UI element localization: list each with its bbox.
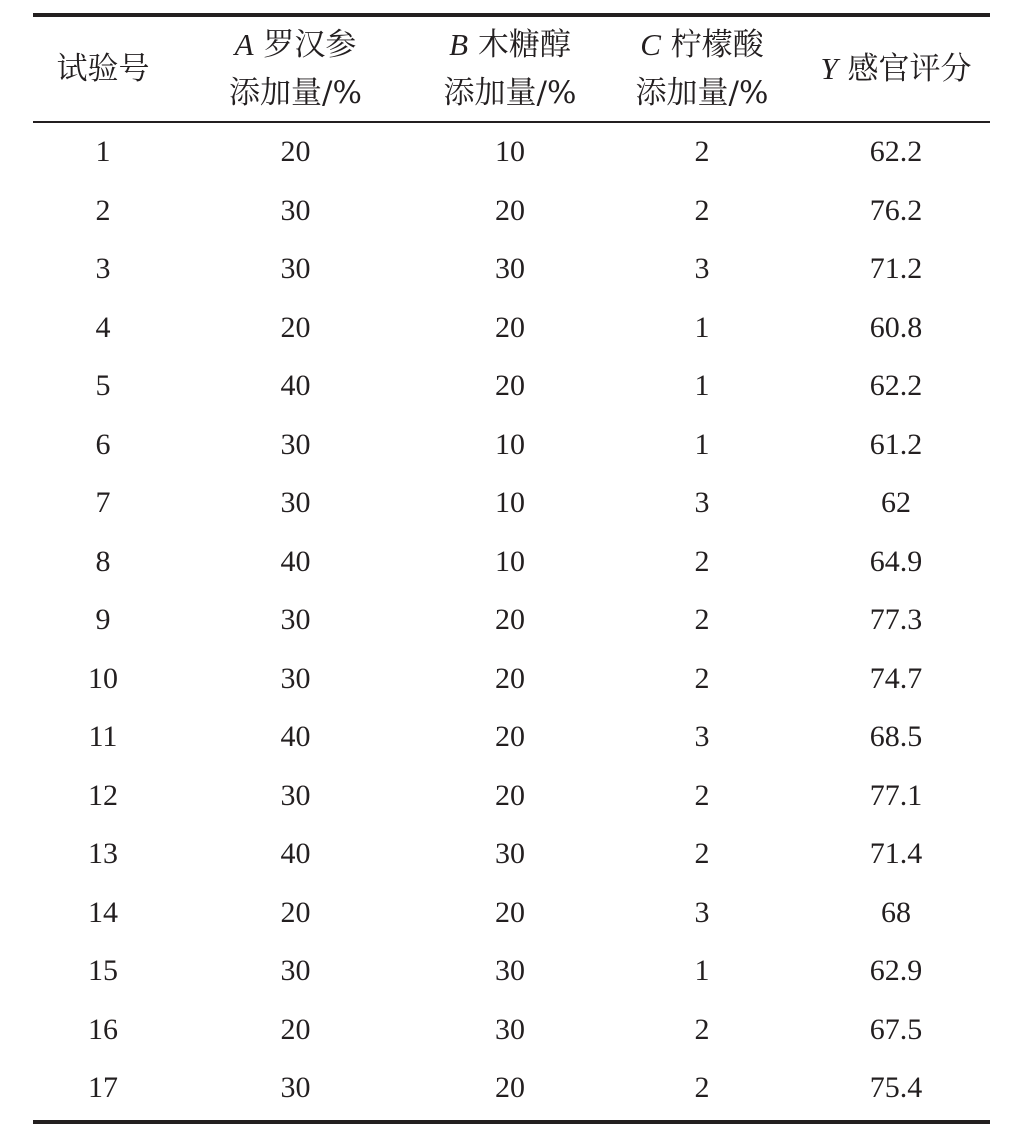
header-factor-c <box>602 21 802 117</box>
table-row <box>33 825 990 884</box>
header-factor-c-name: 柠檬酸 <box>670 27 764 63</box>
cell-trial-number: 15 <box>88 954 118 988</box>
table-row <box>33 884 990 943</box>
cell-factor-a: 20 <box>280 135 311 169</box>
cell-factor-c: 2 <box>694 544 710 578</box>
cell-trial-number: 11 <box>88 720 118 754</box>
cell-factor-b: 20 <box>495 778 525 812</box>
cell-response-y: 60.8 <box>869 310 923 344</box>
cell-factor-b: 20 <box>495 193 525 227</box>
cell-response-y: 61.2 <box>869 427 923 461</box>
cell-factor-a: 40 <box>280 544 311 578</box>
header-factor-a-line1 <box>173 21 418 69</box>
cell-factor-a: 30 <box>280 193 311 227</box>
cell-factor-c: 2 <box>694 603 710 637</box>
header-factor-b <box>418 21 602 117</box>
header-response-y-var: Y <box>820 51 838 86</box>
cell-factor-b: 20 <box>495 1071 525 1105</box>
cell-response-y: 77.3 <box>869 603 923 637</box>
cell-response-y: 75.4 <box>869 1071 923 1105</box>
cell-response-y: 62.2 <box>869 369 923 403</box>
cell-trial-number: 1 <box>95 135 111 169</box>
table-body <box>33 123 990 1120</box>
cell-factor-a: 30 <box>280 427 311 461</box>
cell-factor-c: 3 <box>694 252 710 286</box>
cell-factor-a: 30 <box>280 486 311 520</box>
header-trial-number <box>33 45 173 93</box>
table-row <box>33 942 990 1001</box>
cell-factor-b: 30 <box>495 252 525 286</box>
header-factor-c-var: C <box>640 27 661 62</box>
cell-factor-c: 1 <box>694 954 710 988</box>
cell-factor-c: 1 <box>694 369 710 403</box>
table-row <box>33 1059 990 1118</box>
cell-trial-number: 4 <box>95 310 111 344</box>
header-factor-c-line1 <box>602 21 802 69</box>
cell-factor-c: 3 <box>694 486 710 520</box>
header-factor-b-name: 木糖醇 <box>477 27 571 63</box>
cell-factor-a: 30 <box>280 1071 311 1105</box>
cell-factor-b: 20 <box>495 603 525 637</box>
cell-factor-c: 3 <box>694 895 710 929</box>
table-row <box>33 123 990 182</box>
table-row <box>33 650 990 709</box>
cell-response-y: 62.2 <box>869 135 923 169</box>
cell-factor-b: 10 <box>495 135 525 169</box>
cell-factor-c: 2 <box>694 778 710 812</box>
cell-factor-c: 2 <box>694 193 710 227</box>
cell-factor-a: 30 <box>280 661 311 695</box>
cell-trial-number: 6 <box>95 427 111 461</box>
cell-trial-number: 8 <box>95 544 111 578</box>
cell-factor-a: 20 <box>280 310 311 344</box>
table-row <box>33 708 990 767</box>
cell-trial-number: 7 <box>95 486 111 520</box>
header-factor-a-var: A <box>234 27 254 62</box>
header-response-y-line1 <box>802 45 990 93</box>
cell-factor-a: 40 <box>280 720 311 754</box>
cell-factor-b: 30 <box>495 954 525 988</box>
header-factor-b-line1 <box>418 21 602 69</box>
table-row <box>33 299 990 358</box>
cell-factor-b: 20 <box>495 369 525 403</box>
table-row <box>33 240 990 299</box>
cell-factor-c: 2 <box>694 135 710 169</box>
cell-factor-a: 20 <box>280 895 311 929</box>
cell-trial-number: 12 <box>88 778 118 812</box>
cell-factor-b: 10 <box>495 544 525 578</box>
cell-trial-number: 14 <box>88 895 118 929</box>
table-row <box>33 474 990 533</box>
cell-trial-number: 10 <box>88 661 118 695</box>
header-factor-b-var: B <box>449 27 469 62</box>
cell-factor-b: 20 <box>495 661 525 695</box>
cell-response-y: 68 <box>881 895 911 929</box>
table-row <box>33 591 990 650</box>
header-trial-number-label: 试验号 <box>56 51 150 87</box>
cell-response-y: 67.5 <box>869 1012 923 1046</box>
table-header-row <box>33 17 990 121</box>
table-row <box>33 416 990 475</box>
cell-factor-a: 40 <box>280 369 311 403</box>
header-factor-a <box>173 21 418 117</box>
cell-trial-number: 9 <box>95 603 111 637</box>
cell-response-y: 62.9 <box>869 954 923 988</box>
cell-factor-c: 2 <box>694 837 710 871</box>
cell-factor-c: 2 <box>694 1071 710 1105</box>
cell-factor-c: 1 <box>694 310 710 344</box>
cell-factor-c: 2 <box>694 661 710 695</box>
header-response-y <box>802 45 990 93</box>
cell-response-y: 71.2 <box>869 252 923 286</box>
cell-factor-b: 30 <box>495 837 525 871</box>
cell-factor-b: 20 <box>495 310 525 344</box>
header-factor-b-unit: 添加量/% <box>443 75 577 111</box>
cell-factor-a: 30 <box>280 252 311 286</box>
table-row <box>33 357 990 416</box>
cell-factor-c: 1 <box>694 427 710 461</box>
table-row <box>33 1001 990 1060</box>
table-row <box>33 767 990 826</box>
cell-trial-number: 2 <box>95 193 111 227</box>
cell-factor-b: 20 <box>495 720 525 754</box>
cell-factor-c: 3 <box>694 720 710 754</box>
cell-factor-b: 10 <box>495 427 525 461</box>
cell-response-y: 62 <box>881 486 911 520</box>
cell-trial-number: 3 <box>95 252 111 286</box>
cell-factor-a: 30 <box>280 778 311 812</box>
cell-trial-number: 13 <box>88 837 118 871</box>
cell-response-y: 77.1 <box>869 778 923 812</box>
table-row <box>33 533 990 592</box>
cell-response-y: 71.4 <box>869 837 923 871</box>
header-response-y-name: 感官评分 <box>847 51 972 87</box>
cell-factor-a: 20 <box>280 1012 311 1046</box>
cell-factor-b: 30 <box>495 1012 525 1046</box>
header-factor-c-unit: 添加量/% <box>635 75 769 111</box>
cell-factor-a: 30 <box>280 603 311 637</box>
cell-response-y: 68.5 <box>869 720 923 754</box>
cell-factor-c: 2 <box>694 1012 710 1046</box>
cell-response-y: 64.9 <box>869 544 923 578</box>
cell-factor-a: 30 <box>280 954 311 988</box>
cell-trial-number: 16 <box>88 1012 118 1046</box>
table-bottom-rule <box>33 1120 990 1124</box>
cell-factor-b: 10 <box>495 486 525 520</box>
cell-response-y: 74.7 <box>869 661 923 695</box>
table-row <box>33 182 990 241</box>
header-factor-a-unit: 添加量/% <box>229 75 362 111</box>
cell-trial-number: 17 <box>88 1071 118 1105</box>
cell-trial-number: 5 <box>95 369 111 403</box>
data-table <box>33 13 990 1124</box>
cell-factor-b: 20 <box>495 895 525 929</box>
header-factor-a-name: 罗汉参 <box>263 27 357 63</box>
cell-response-y: 76.2 <box>869 193 923 227</box>
cell-factor-a: 40 <box>280 837 311 871</box>
